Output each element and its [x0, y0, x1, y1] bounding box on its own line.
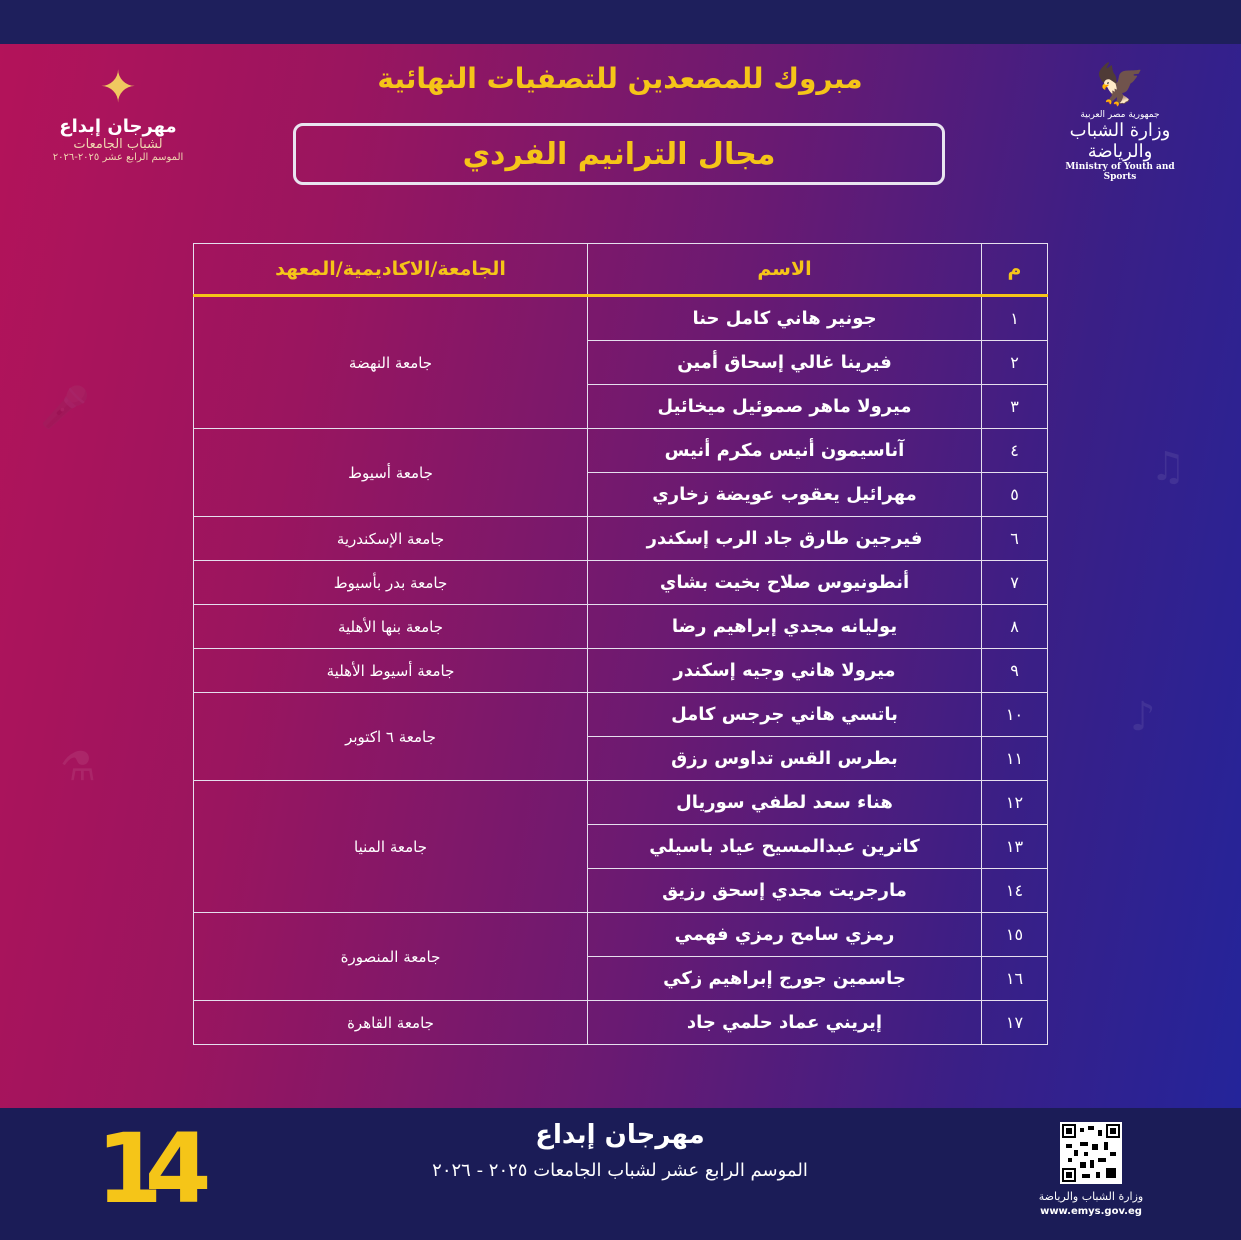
music-note-icon: ♪ — [1130, 694, 1156, 740]
header-university: الجامعة/الاكاديمية/المعهد — [194, 244, 588, 296]
microphone-icon: 🎤 — [40, 385, 90, 431]
row-num: ٥ — [982, 473, 1048, 517]
row-name: باتسي هاني جرجس كامل — [588, 693, 982, 737]
row-name: آناسيمون أنيس مكرم أنيس — [588, 429, 982, 473]
row-university: جامعة بنها الأهلية — [194, 605, 588, 649]
table-row — [194, 296, 1048, 341]
row-name: يوليانه مجدي إبراهيم رضا — [588, 605, 982, 649]
row-name: كاترين عبدالمسيح عياد باسيلي — [588, 825, 982, 869]
results-table — [193, 243, 1048, 1045]
row-num: ١ — [982, 296, 1048, 341]
qr-code-icon[interactable] — [1060, 1122, 1122, 1184]
festival-logo — [48, 60, 188, 163]
row-university: جامعة المنيا — [194, 781, 588, 913]
row-university: جامعة الإسكندرية — [194, 517, 588, 561]
footer-title: مهرجان إبداع — [535, 1120, 705, 1150]
festival-logo-subtitle: لشباب الجامعات — [73, 137, 163, 152]
row-num: ٩ — [982, 649, 1048, 693]
row-name: مهرائيل يعقوب عويضة زخاري — [588, 473, 982, 517]
table-row — [194, 561, 1048, 605]
header-num: م — [982, 244, 1048, 296]
row-name: ميرولا ماهر صموئيل ميخائيل — [588, 385, 982, 429]
row-university: جامعة بدر بأسيوط — [194, 561, 588, 605]
row-name: فيرجين طارق جاد الرب إسكندر — [588, 517, 982, 561]
row-university: جامعة المنصورة — [194, 913, 588, 1001]
row-name: هناء سعد لطفي سوريال — [588, 781, 982, 825]
season-14-badge: 14 — [96, 1113, 194, 1225]
row-name: فيرينا غالي إسحاق أمين — [588, 341, 982, 385]
field-title: مجال الترانيم الفردي — [462, 136, 776, 172]
row-num: ١٢ — [982, 781, 1048, 825]
row-num: ١٠ — [982, 693, 1048, 737]
festival-logo-name: مهرجان إبداع — [59, 116, 177, 137]
table-row — [194, 781, 1048, 825]
row-name: بطرس القس تداوس رزق — [588, 737, 982, 781]
table-row — [194, 913, 1048, 957]
footer-subtitle: الموسم الرابع عشر لشباب الجامعات ٢٠٢٥ - ٢٠٢٦ — [432, 1160, 808, 1181]
row-name: ميرولا هاني وجيه إسكندر — [588, 649, 982, 693]
row-num: ١١ — [982, 737, 1048, 781]
row-num: ٦ — [982, 517, 1048, 561]
qr-code-graphic — [1062, 1124, 1120, 1182]
ministry-country: جمهورية مصر العربية — [1080, 110, 1160, 120]
festival-logo-season: الموسم الرابع عشر ٢٠٢٥-٢٠٢٦ — [52, 152, 184, 163]
row-name: مارجريت مجدي إسحق رزيق — [588, 869, 982, 913]
row-university: جامعة أسيوط الأهلية — [194, 649, 588, 693]
row-name: إيريني عماد حلمي جاد — [588, 1001, 982, 1045]
row-university: جامعة القاهرة — [194, 1001, 588, 1045]
ministry-logo — [1050, 60, 1190, 182]
ministry-name-en: Ministry of Youth and Sports — [1065, 162, 1175, 182]
table-row — [194, 649, 1048, 693]
row-university: جامعة ٦ اكتوبر — [194, 693, 588, 781]
row-university: جامعة أسيوط — [194, 429, 588, 517]
ministry-name-ar: وزارة الشباب والرياضة — [1069, 120, 1171, 162]
music-note-icon: ♫ — [1150, 444, 1186, 490]
table-row — [194, 693, 1048, 737]
row-num: ٨ — [982, 605, 1048, 649]
ministry-website-link[interactable]: www.emys.gov.eg — [1040, 1206, 1142, 1217]
eagle-emblem-icon: 🦅 — [1095, 62, 1145, 108]
row-num: ٣ — [982, 385, 1048, 429]
microscope-icon: ⚗ — [60, 744, 96, 790]
page-headline: مبروك للمصعدين للتصفيات النهائية — [377, 62, 863, 95]
festival-emblem-icon: ✦ — [99, 62, 137, 113]
table-header-row — [194, 244, 1048, 296]
row-num: ١٥ — [982, 913, 1048, 957]
table-row — [194, 1001, 1048, 1045]
field-title-box — [293, 123, 945, 185]
row-num: ١٦ — [982, 957, 1048, 1001]
row-university: جامعة النهضة — [194, 296, 588, 429]
row-num: ١٧ — [982, 1001, 1048, 1045]
top-band — [0, 0, 1241, 44]
table-row — [194, 429, 1048, 473]
row-num: ٤ — [982, 429, 1048, 473]
row-name: رمزي سامح رمزي فهمي — [588, 913, 982, 957]
table-row — [194, 605, 1048, 649]
row-num: ٢ — [982, 341, 1048, 385]
row-num: ٧ — [982, 561, 1048, 605]
row-name: جاسمين جورج إبراهيم زكي — [588, 957, 982, 1001]
row-name: جونير هاني كامل حنا — [588, 296, 982, 341]
row-num: ١٤ — [982, 869, 1048, 913]
row-num: ١٣ — [982, 825, 1048, 869]
row-name: أنطونيوس صلاح بخيت بشاي — [588, 561, 982, 605]
table-row — [194, 517, 1048, 561]
header-name: الاسم — [588, 244, 982, 296]
qr-ministry-label: وزارة الشباب والرياضة — [1038, 1190, 1144, 1203]
